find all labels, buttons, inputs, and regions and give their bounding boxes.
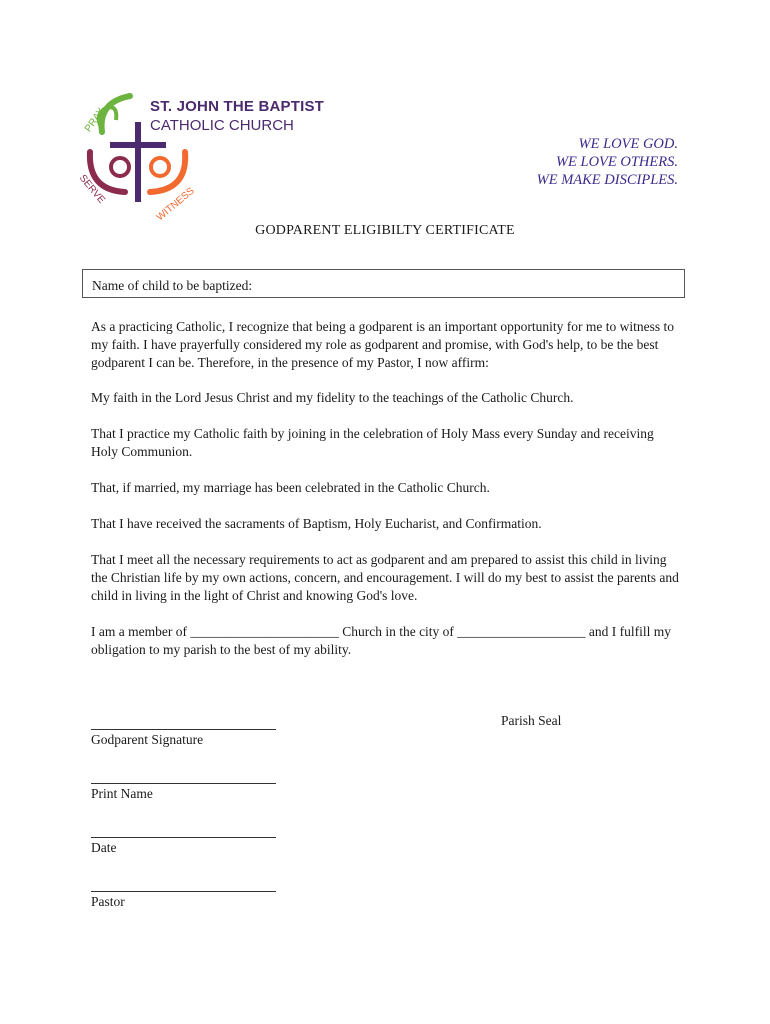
motto <box>537 135 678 189</box>
print-name-line[interactable] <box>91 783 276 784</box>
motto-line-1: WE LOVE GOD. <box>578 136 678 152</box>
affirmation-requirements: That I meet all the necessary requirements to act as godparent and am prepared to assist this child in living the Christian life by my own actions, concern, and encouragement. I will do my best to assist the parents and child in living in the light of Christ and knowing God's love. <box>91 552 679 603</box>
print-name-label: Print Name <box>91 786 153 801</box>
affirmation-faith: My faith in the Lord Jesus Christ and my fidelity to the teachings of the Catholic Church. <box>91 390 574 405</box>
intro-paragraph: As a practicing Catholic, I recognize that being a godparent is an important opportunity for me to witness to my faith. I have prayerfully considered my role as godparent and promise, with God's help, to be the best godparent I can be. Therefore, in the presence of my Pastor, I now affirm: <box>91 319 674 370</box>
parish-membership: I am a member of ______________________ Church in the city of ___________________ and I fulfill my obligation to my parish to the best of my ability. <box>91 624 672 657</box>
motto-line-2: WE LOVE OTHERS. <box>555 154 678 170</box>
godparent-signature-line[interactable] <box>91 729 276 730</box>
logo-maroon-loop <box>111 158 129 176</box>
pastor-label: Pastor <box>91 894 125 909</box>
church-name: ST. JOHN THE BAPTIST <box>150 98 325 115</box>
logo-cross-vertical <box>135 122 141 202</box>
logo-orange-loop <box>151 158 169 176</box>
motto-line-3: WE MAKE DISCIPLES. <box>536 172 678 188</box>
pastor-line[interactable] <box>91 891 276 892</box>
logo-word-serve: SERVE <box>76 172 107 206</box>
certificate-title: GODPARENT ELIGIBILTY CERTIFICATE <box>255 223 515 238</box>
affirmation-mass: That I practice my Catholic faith by joining in the celebration of Holy Mass every Sunday and receiving Holy Communion. <box>91 426 654 459</box>
child-name-label: Name of child to be baptized: <box>92 278 253 293</box>
child-name-field[interactable] <box>82 269 685 298</box>
logo-cross-horizontal <box>110 142 166 148</box>
church-subtitle: CATHOLIC CHURCH <box>150 117 294 134</box>
affirmation-sacraments: That I have received the sacraments of Baptism, Holy Eucharist, and Confirmation. <box>91 516 542 531</box>
logo-word-witness: WITNESS <box>154 185 197 224</box>
parish-seal-label: Parish Seal <box>501 713 562 728</box>
date-line[interactable] <box>91 837 276 838</box>
godparent-signature-label: Godparent Signature <box>91 732 204 747</box>
logo-word-pray: PRAY <box>82 106 108 135</box>
date-label: Date <box>91 840 117 855</box>
affirmation-marriage: That, if married, my marriage has been celebrated in the Catholic Church. <box>91 480 490 495</box>
